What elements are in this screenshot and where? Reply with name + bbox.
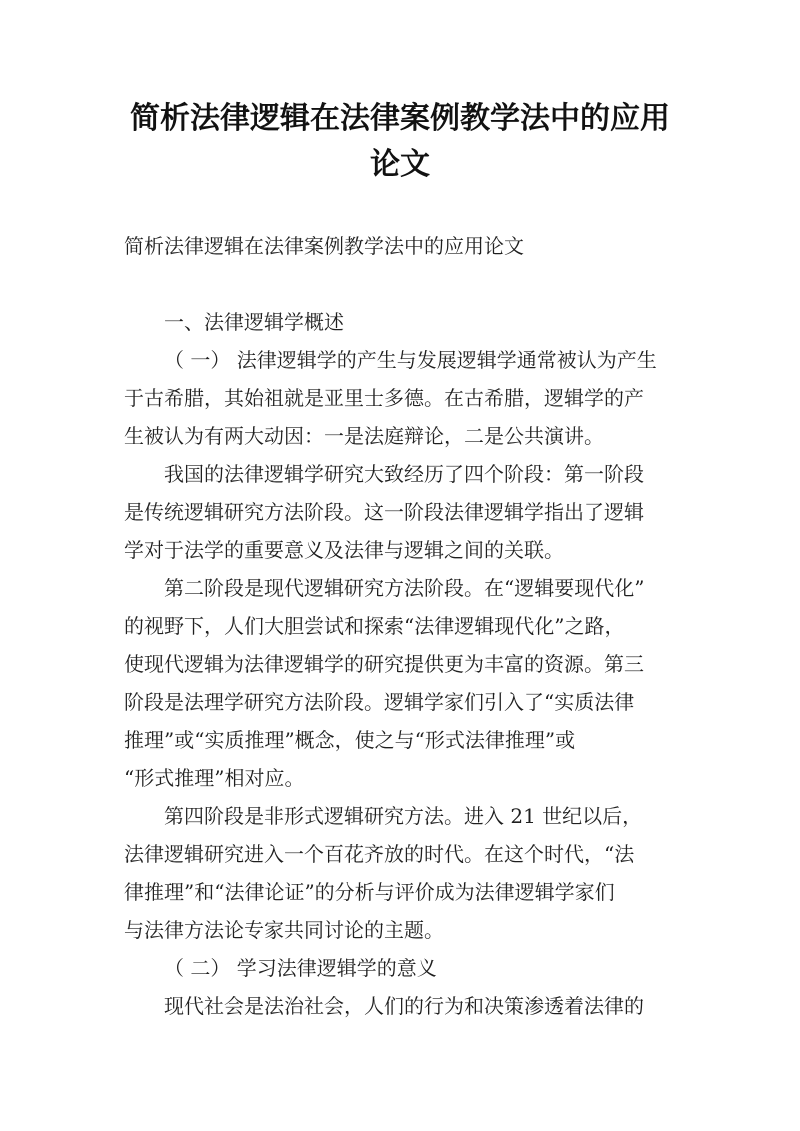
paragraph-line: “形式推理”相对应。 xyxy=(124,766,305,790)
paragraph-line: 的视野下，人们大胆尝试和探索“法律逻辑现代化”之路， xyxy=(124,614,625,638)
paragraph-line: 推理”或“实质推理”概念，使之与“形式法律推理”或 xyxy=(124,728,576,752)
paragraph-line: 是传统逻辑研究方法阶段。这一阶段法律逻辑学指出了逻辑 xyxy=(124,500,644,524)
paragraph-line: 现代社会是法治社会，人们的行为和决策渗透着法律的 xyxy=(164,994,644,1018)
document-title-line-1: 简析法律逻辑在法律案例教学法中的应用 xyxy=(130,101,670,136)
paragraph-line: 使现代逻辑为法律逻辑学的研究提供更为丰富的资源。第三 xyxy=(124,652,644,676)
document-title-line-2: 论文 xyxy=(370,147,430,182)
paragraph-line: 与法律方法论专家共同讨论的主题。 xyxy=(124,918,444,942)
paragraph-line: 第四阶段是非形式逻辑研究方法。进入 21 世纪以后， xyxy=(164,804,643,828)
paragraph-line: 阶段是法理学研究方法阶段。逻辑学家们引入了“实质法律 xyxy=(124,690,635,714)
paragraph-line: 我国的法律逻辑学研究大致经历了四个阶段：第一阶段 xyxy=(164,462,644,486)
paragraph-line: 法律逻辑研究进入一个百花齐放的时代。在这个时代，“法 xyxy=(124,842,635,866)
section-heading: 一、法律逻辑学概述 xyxy=(164,310,344,334)
paragraph-line: 生被认为有两大动因：一是法庭辩论，二是公共演讲。 xyxy=(124,424,604,448)
paragraph-line: 学对于法学的重要意义及法律与逻辑之间的关联。 xyxy=(124,538,564,562)
paragraph-line: （ 一） 法律逻辑学的产生与发展逻辑学通常被认为产生 xyxy=(164,348,657,372)
document-subtitle: 简析法律逻辑在法律案例教学法中的应用论文 xyxy=(124,234,524,258)
paragraph-line: 律推理”和“法律论证”的分析与评价成为法律逻辑学家们 xyxy=(124,880,615,904)
section-heading: （ 二） 学习法律逻辑学的意义 xyxy=(164,956,437,980)
paragraph-line: 于古希腊，其始祖就是亚里士多德。在古希腊，逻辑学的产 xyxy=(124,386,644,410)
paragraph-line: 第二阶段是现代逻辑研究方法阶段。在“逻辑要现代化” xyxy=(164,576,645,600)
